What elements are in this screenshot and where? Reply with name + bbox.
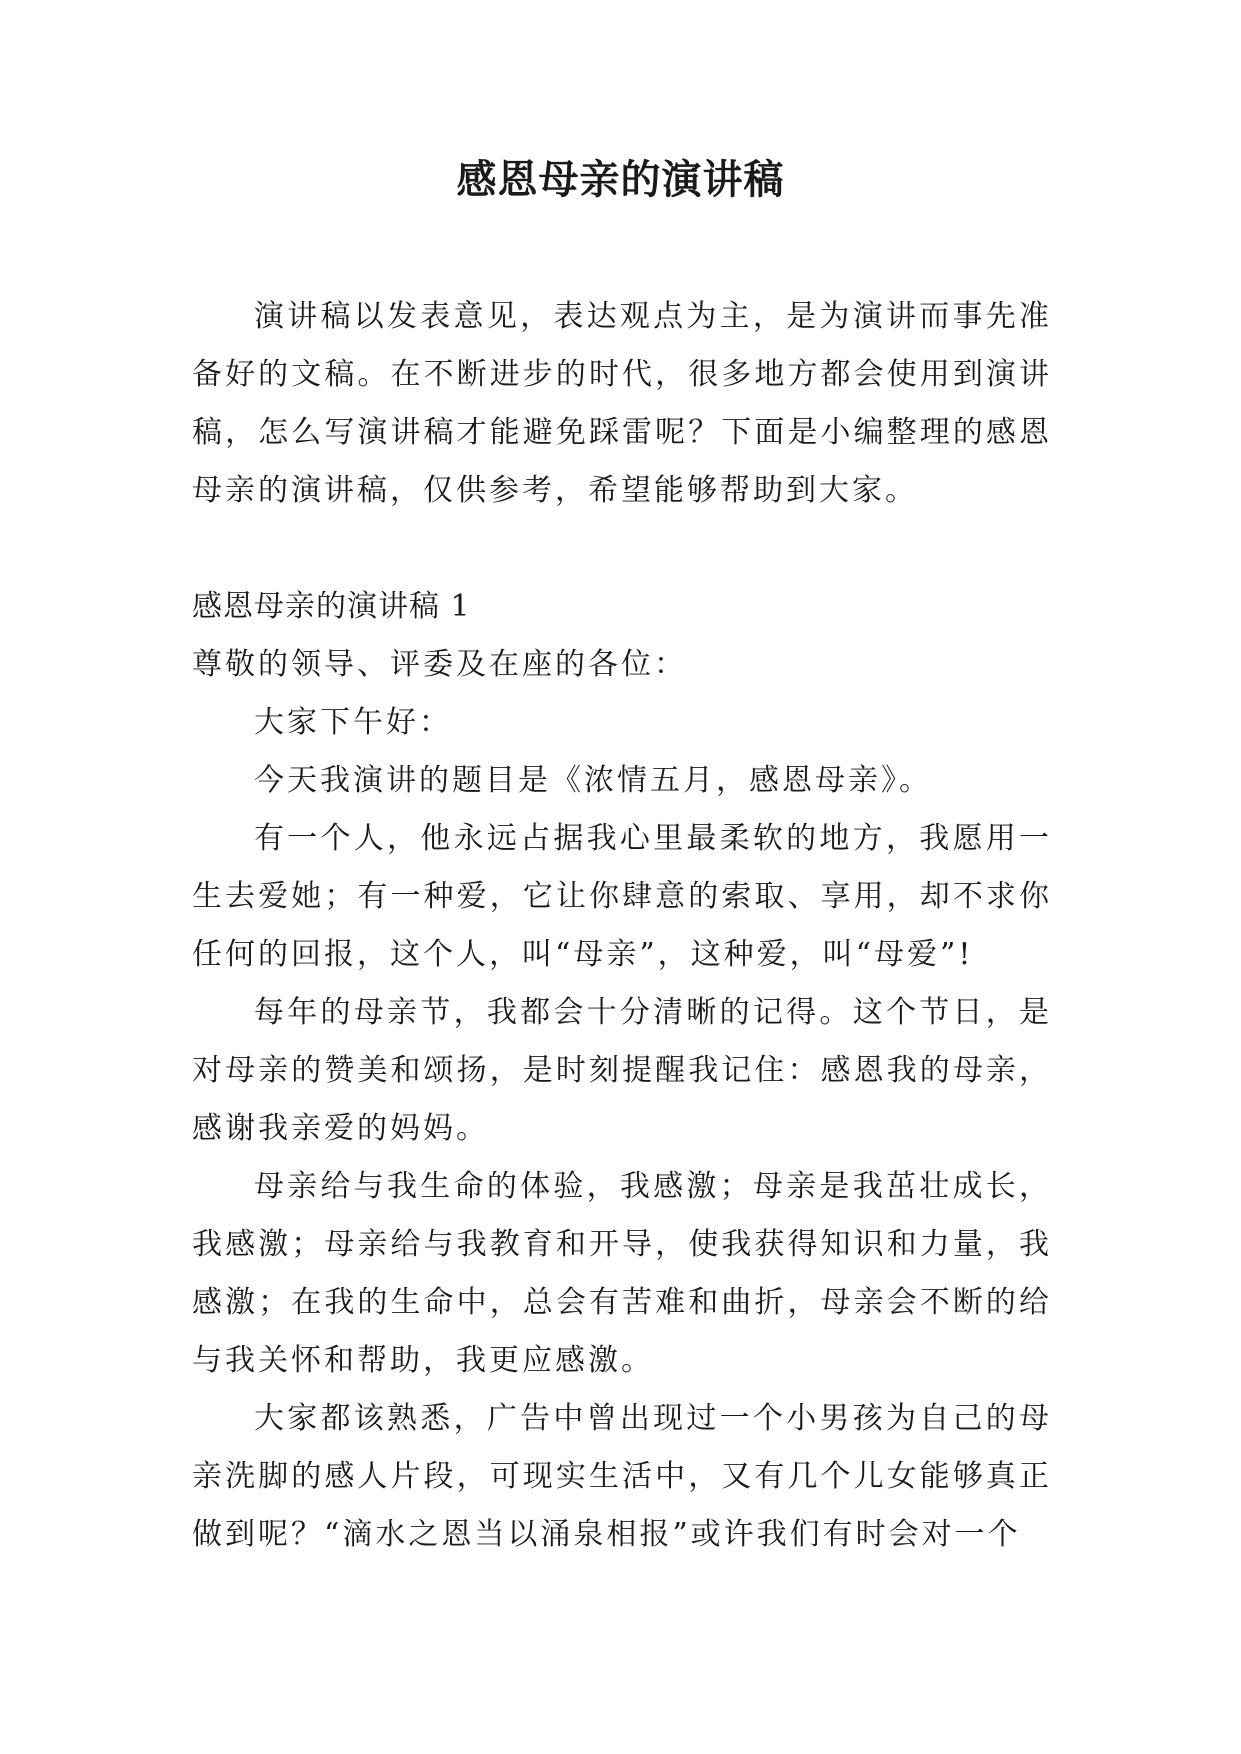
body-paragraph: 大家都该熟悉，广告中曾出现过一个小男孩为自己的母亲洗脚的感人片段，可现实生活中，又有几个儿女能够真正做到呢？“滴水之恩当以涌泉相报”或许我们有时会对一个	[192, 1401, 1052, 1552]
body-paragraph: 母亲给与我生命的体验，我感激；母亲是我茁壮成长，我感激；母亲给与我教育和开导，使我获得知识和力量，我感激；在我的生命中，总会有苦难和曲折，母亲会不断的给与我关怀和帮助，我更应感激。	[192, 1169, 1052, 1378]
section-heading: 感恩母亲的演讲稿 1	[192, 589, 471, 624]
salutation: 尊敬的领导、评委及在座的各位：	[192, 647, 687, 682]
document-body	[192, 288, 1052, 1564]
body-paragraph: 每年的母亲节，我都会十分清晰的记得。这个节日，是对母亲的赞美和颂扬，是时刻提醒我记住：感恩我的母亲，感谢我亲爱的妈妈。	[192, 995, 1052, 1146]
document-title: 感恩母亲的演讲稿	[456, 157, 785, 203]
body-paragraph: 有一个人，他永远占据我心里最柔软的地方，我愿用一生去爱她；有一种爱，它让你肆意的索取、享用，却不求你任何的回报，这个人，叫“母亲”，这种爱，叫“母爱”!	[192, 821, 1052, 972]
intro-paragraph: 演讲稿以发表意见，表达观点为主，是为演讲而事先准备好的文稿。在不断进步的时代，很多地方都会使用到演讲稿，怎么写演讲稿才能避免踩雷呢？下面是小编整理的感恩母亲的演讲稿，仅供参考，希望能够帮助到大家。	[192, 299, 1052, 508]
greeting: 大家下午好：	[254, 705, 452, 740]
body-paragraph: 今天我演讲的题目是《浓情五月，感恩母亲》。	[254, 763, 932, 798]
